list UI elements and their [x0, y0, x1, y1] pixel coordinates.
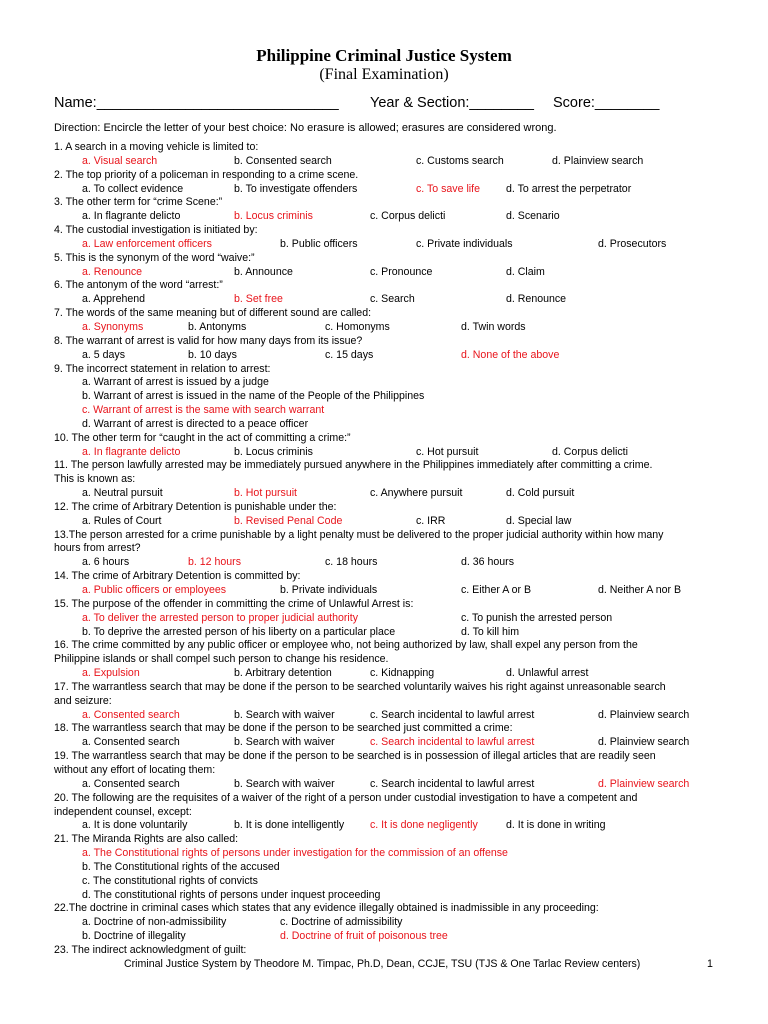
question-line — [54, 404, 734, 418]
question-text: 4. The custodial investigation is initiated by: — [54, 224, 258, 237]
answer-choice: c. IRR — [416, 514, 446, 527]
question-text: 2. The top priority of a policeman in responding to a crime scene. — [54, 168, 359, 181]
answer-choice: c. Private individuals — [416, 237, 513, 250]
answer-choice-selected: a. In flagrante delicto — [82, 445, 181, 458]
answer-choice-selected: b. 12 hours — [188, 556, 242, 569]
question-text: 16. The crime committed by any public officer or employee who, not being authorized by law, shall expel any person from the — [54, 639, 638, 652]
question-text: 9. The incorrect statement in relation to arrest: — [54, 362, 271, 375]
question-line — [54, 709, 734, 723]
question-line — [54, 695, 734, 709]
answer-choice: c. To punish the arrested person — [461, 611, 613, 624]
answer-choice-selected: d. Doctrine of fruit of poisonous tree — [280, 930, 448, 943]
question-line — [54, 902, 734, 916]
answer-choice-selected: b. Hot pursuit — [234, 487, 298, 500]
question-line — [54, 155, 734, 169]
question-line — [54, 681, 734, 695]
answer-choice: d. Twin words — [461, 320, 526, 333]
question-text: 23. The indirect acknowledgment of guilt: — [54, 943, 247, 956]
question-line — [54, 612, 734, 626]
question-line — [54, 847, 734, 861]
answer-choice: a. It is done voluntarily — [82, 819, 188, 832]
answer-choice: d. Plainview search — [552, 154, 644, 167]
answer-choice: b. Warrant of arrest is issued in the name of the People of the Philippines — [82, 390, 425, 403]
answer-choice: b. To investigate offenders — [234, 182, 358, 195]
answer-choice: a. 6 hours — [82, 556, 130, 569]
answer-choice: d. To kill him — [461, 625, 520, 638]
question-text: 22.The doctrine in criminal cases which states that any evidence illegally obtained is inadmissible in any proceeding: — [54, 902, 599, 915]
footer-credit: Criminal Justice System by Theodore M. Timpac, Ph.D, Dean, CCJE, TSU (TJS & One Tarlac Review centers) — [124, 958, 641, 970]
answer-choice: c. Corpus delicti — [370, 210, 446, 223]
question-line — [54, 446, 734, 460]
question-line — [54, 529, 734, 543]
question-line — [54, 252, 734, 266]
question-line — [54, 279, 734, 293]
answer-choice: d. Special law — [506, 514, 572, 527]
answer-choice: d. The constitutional rights of persons under inquest proceeding — [82, 888, 381, 901]
answer-choice-selected: b. Set free — [234, 293, 283, 306]
question-line — [54, 722, 734, 736]
answer-choice: b. Announce — [234, 265, 293, 278]
answer-choice-selected: a. Renounce — [82, 265, 143, 278]
question-text: 8. The warrant of arrest is valid for how many days from its issue? — [54, 334, 363, 347]
answer-choice: a. Consented search — [82, 736, 180, 749]
answer-choice: d. 36 hours — [461, 556, 515, 569]
answer-choice-selected: a. To deliver the arrested person to proper judicial authority — [82, 611, 358, 624]
question-text: 7. The words of the same meaning but of different sound are called: — [54, 307, 372, 320]
answer-choice: b. Search with waiver — [234, 777, 335, 790]
answer-choice-selected: a. The Constitutional rights of persons under investigation for the commission of an offense — [82, 847, 508, 860]
answer-choice-selected: a. Law enforcement officers — [82, 237, 212, 250]
question-line — [54, 542, 734, 556]
answer-choice: d. It is done in writing — [506, 819, 606, 832]
answer-choice: a. Consented search — [82, 777, 180, 790]
question-text: 6. The antonym of the word “arrest:” — [54, 279, 223, 292]
question-text: 12. The crime of Arbitrary Detention is punishable under the: — [54, 500, 337, 513]
page-number: 1 — [707, 958, 713, 970]
question-line — [54, 584, 734, 598]
answer-choice: d. Scenario — [506, 210, 560, 223]
answer-choice-selected: d. Plainview search — [598, 777, 690, 790]
question-line — [54, 861, 734, 875]
question-text: Philippine islands or shall compel such person to change his residence. — [54, 653, 389, 666]
answer-choice-selected: a. Consented search — [82, 708, 180, 721]
question-line — [54, 418, 734, 432]
question-line — [54, 598, 734, 612]
question-line — [54, 501, 734, 515]
answer-choice: d. Prosecutors — [598, 237, 667, 250]
answer-choice: c. Homonyms — [325, 320, 390, 333]
question-text: independent counsel, except: — [54, 805, 192, 818]
answer-choice: c. Doctrine of admissibility — [280, 916, 403, 929]
answer-choice-selected: a. Public officers or employees — [82, 584, 227, 596]
question-text: 18. The warrantless search that may be done if the person to be searched just committed a crime: — [54, 722, 513, 735]
answer-choice: d. Corpus delicti — [552, 445, 628, 458]
answer-choice: a. In flagrante delicto — [82, 210, 181, 223]
question-line — [54, 238, 734, 252]
question-line — [54, 141, 734, 155]
question-text: 15. The purpose of the offender in committing the crime of Unlawful Arrest is: — [54, 597, 414, 610]
question-text: 14. The crime of Arbitrary Detention is committed by: — [54, 570, 301, 583]
question-text: 20. The following are the requisites of a waiver of the right of a person under custodial investigation to have a competent and — [54, 791, 638, 804]
answer-choice: b. It is done intelligently — [234, 819, 345, 832]
exam-title: Philippine Criminal Justice System — [256, 46, 512, 65]
answer-choice: d. To arrest the perpetrator — [506, 182, 632, 195]
question-line — [54, 944, 734, 958]
question-line — [54, 806, 734, 820]
answer-choice: c. Pronounce — [370, 265, 433, 278]
answer-choice: b. Search with waiver — [234, 736, 335, 749]
question-line — [54, 833, 734, 847]
answer-choice: a. Apprehend — [82, 293, 146, 306]
question-line — [54, 819, 734, 833]
question-line — [54, 390, 734, 404]
answer-choice: d. Plainview search — [598, 736, 690, 749]
answer-choice: c. 15 days — [325, 348, 374, 361]
answer-choice-selected: c. Warrant of arrest is the same with search warrant — [82, 404, 325, 417]
answer-choice: b. The Constitutional rights of the accused — [82, 860, 280, 873]
question-line — [54, 736, 734, 750]
question-list — [54, 141, 734, 958]
answer-choice-selected: c. To save life — [416, 182, 480, 195]
answer-choice: d. Unlawful arrest — [506, 667, 589, 680]
name-field: Name:______________________________ — [54, 95, 339, 111]
answer-choice-selected: a. Synonyms — [82, 320, 144, 333]
answer-choice: c. Search incidental to lawful arrest — [370, 708, 535, 721]
question-line — [54, 266, 734, 280]
answer-choice-selected: b. Revised Penal Code — [234, 514, 343, 527]
answer-choice-selected: a. Visual search — [82, 154, 158, 167]
question-line — [54, 487, 734, 501]
question-line — [54, 750, 734, 764]
question-line — [54, 363, 734, 377]
answer-choice: b. Search with waiver — [234, 708, 335, 721]
question-text: 10. The other term for “caught in the act of committing a crime:” — [54, 431, 351, 444]
question-line — [54, 792, 734, 806]
question-line — [54, 889, 734, 903]
score-field: Score:________ — [553, 95, 660, 111]
question-line — [54, 639, 734, 653]
answer-choice: a. Neutral pursuit — [82, 487, 163, 500]
question-line — [54, 764, 734, 778]
answer-choice: b. Antonyms — [188, 320, 247, 333]
answer-choice: b. Public officers — [280, 237, 358, 250]
answer-choice: a. Warrant of arrest is issued by a judge — [82, 376, 269, 389]
year-section-field: Year & Section:________ — [370, 95, 534, 111]
answer-choice: d. Plainview search — [598, 708, 690, 721]
question-line — [54, 307, 734, 321]
question-text: 17. The warrantless search that may be done if the person to be searched voluntarily waives his right against unreasonable search — [54, 680, 666, 693]
question-text: without any effort of locating them: — [54, 763, 216, 776]
question-line — [54, 930, 734, 944]
answer-choice: b. Doctrine of illegality — [82, 930, 186, 943]
answer-choice: c. Anywhere pursuit — [370, 487, 463, 500]
answer-choice-selected: c. Search incidental to lawful arrest — [370, 736, 535, 749]
question-line — [54, 293, 734, 307]
question-line — [54, 626, 734, 640]
answer-choice: d. Renounce — [506, 293, 567, 306]
directions: Direction: Encircle the letter of your best choice: No erasure is allowed; erasures are considered wrong. — [54, 122, 557, 134]
answer-choice: a. To collect evidence — [82, 182, 184, 195]
answer-choice: c. Search — [370, 293, 415, 306]
question-line — [54, 778, 734, 792]
answer-choice-selected: d. None of the above — [461, 348, 560, 361]
answer-choice-selected: c. It is done negligently — [370, 819, 478, 832]
answer-choice: c. 18 hours — [325, 556, 378, 569]
answer-choice: a. 5 days — [82, 348, 125, 361]
question-line — [54, 321, 734, 335]
exam-subtitle: (Final Examination) — [319, 66, 449, 83]
question-text: 3. The other term for “crime Scene:” — [54, 196, 223, 209]
question-line — [54, 224, 734, 238]
question-line — [54, 556, 734, 570]
answer-choice: d. Cold pursuit — [506, 487, 575, 500]
answer-choice-selected: a. Expulsion — [82, 667, 140, 680]
question-line — [54, 570, 734, 584]
question-text: 13.The person arrested for a crime punishable by a light penalty must be delivered to the proper judicial authority within how many — [54, 528, 664, 541]
answer-choice: b. Private individuals — [280, 584, 378, 596]
question-line — [54, 653, 734, 667]
question-text: 1. A search in a moving vehicle is limited to: — [54, 141, 259, 153]
question-line — [54, 875, 734, 889]
question-line — [54, 376, 734, 390]
answer-choice: b. Arbitrary detention — [234, 667, 332, 680]
answer-choice: d. Warrant of arrest is directed to a peace officer — [82, 417, 309, 430]
answer-choice-selected: b. Locus criminis — [234, 210, 313, 223]
question-line — [54, 196, 734, 210]
answer-choice: a. Doctrine of non-admissibility — [82, 916, 227, 929]
answer-choice: b. 10 days — [188, 348, 237, 361]
answer-choice: c. Kidnapping — [370, 667, 435, 680]
answer-choice: b. To deprive the arrested person of his liberty on a particular place — [82, 625, 396, 638]
question-text: 21. The Miranda Rights are also called: — [54, 833, 239, 846]
question-text: and seizure: — [54, 694, 112, 707]
question-line — [54, 335, 734, 349]
answer-choice: c. Search incidental to lawful arrest — [370, 777, 535, 790]
question-line — [54, 432, 734, 446]
question-text: 19. The warrantless search that may be done if the person to be searched is in possession of illegal articles that are readily seen — [54, 750, 656, 763]
question-line — [54, 169, 734, 183]
question-line — [54, 459, 734, 473]
answer-choice: b. Locus criminis — [234, 445, 313, 458]
answer-choice: d. Claim — [506, 265, 545, 278]
answer-choice: c. The constitutional rights of convicts — [82, 874, 258, 887]
question-line — [54, 515, 734, 529]
question-line — [54, 349, 734, 363]
answer-choice: c. Hot pursuit — [416, 445, 479, 458]
answer-choice: b. Consented search — [234, 154, 332, 167]
question-line — [54, 210, 734, 224]
question-line — [54, 473, 734, 487]
question-text: This is known as: — [54, 473, 136, 486]
question-line — [54, 916, 734, 930]
question-text: hours from arrest? — [54, 542, 141, 555]
question-text: 5. This is the synonym of the word “waive:” — [54, 251, 255, 264]
answer-choice: d. Neither A nor B — [598, 584, 682, 596]
question-line — [54, 183, 734, 197]
answer-choice: c. Customs search — [416, 154, 504, 167]
question-line — [54, 667, 734, 681]
answer-choice: a. Rules of Court — [82, 514, 162, 527]
question-text: 11. The person lawfully arrested may be immediately pursued anywhere in the Philippines immediately after committing a crime. — [54, 459, 653, 472]
answer-choice: c. Either A or B — [461, 584, 532, 596]
